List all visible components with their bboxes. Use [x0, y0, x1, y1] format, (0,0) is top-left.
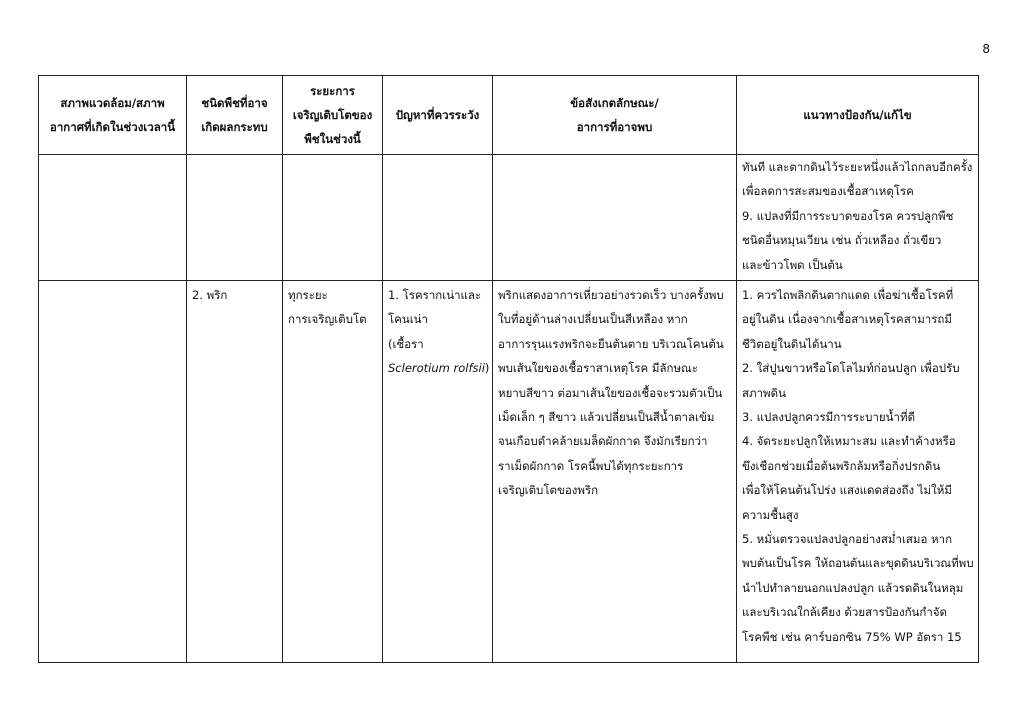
- table-header-row: [39, 76, 979, 155]
- cell-crop: [187, 155, 283, 281]
- recommendation-line: 9. แปลงที่มีการระบาดของโรค ควรปลูกพืช: [742, 208, 954, 223]
- stage-line: การเจริญเติบโต: [288, 312, 367, 327]
- recommendation-line: 2. ใส่ปูนขาวหรือโดโลไมท์ก่อนปลูก เพื่อปรับ: [742, 361, 960, 376]
- page-number: 8: [982, 42, 990, 56]
- cell-environment: [39, 155, 187, 281]
- cell-problem: [383, 281, 493, 663]
- recommendation-line: สภาพดิน: [742, 385, 786, 400]
- symptom-line: เม็ดเล็ก ๆ สีขาว แล้วเปลี่ยนเป็นสีน้ำตาลเข้ม: [498, 410, 715, 425]
- cell-symptoms: [493, 155, 737, 281]
- recommendation-line: ความชื้นสูง: [742, 507, 799, 522]
- recommendation-line: 3. แปลงปลูกควรมีการระบายน้ำที่ดี: [742, 410, 916, 425]
- recommendation-line: โรคพืช เช่น คาร์บอกซิน 75% WP อัตรา 15: [742, 629, 962, 644]
- header-growth-stage: ระยะการ เจริญเติบโตของ พืชในช่วงนี้: [283, 76, 383, 155]
- cell-stage: [283, 155, 383, 281]
- symptom-line: อาการรุนแรงพริกจะยืนต้นตาย บริเวณโคนต้น: [498, 336, 724, 351]
- symptom-line: ราเม็ดผักกาด โรคนี้พบได้ทุกระยะการ: [498, 458, 684, 473]
- recommendation-line: ขึงเชือกช่วยเมื่อต้นพริกล้มหรือกิ่งปรกดิน: [742, 458, 941, 473]
- recommendation-line: 4. จัดระยะปลูกให้เหมาะสม และทำค้างหรือ: [742, 434, 956, 449]
- symptom-line: หยาบสีขาว ต่อมาเส้นใยของเชื้อจะรวมตัวเป็น: [498, 385, 723, 400]
- recommendation-line: 5. หมั่นตรวจแปลงปลูกอย่างสม่ำเสมอ หาก: [742, 532, 953, 547]
- pest-management-table: [38, 75, 979, 663]
- cell-environment: [39, 281, 187, 663]
- recommendation-line: 1. ควรไถพลิกดินตากแดด เพื่อฆ่าเชื้อโรคที่: [742, 288, 954, 302]
- problem-line: 1. โรครากเน่าและ: [388, 288, 482, 302]
- recommendation-line: และข้าวโพด เป็นต้น: [742, 257, 843, 272]
- recommendation-line: และบริเวณใกล้เคียง ด้วยสารป้องกันกำจัด: [742, 605, 948, 620]
- symptom-line: จนเกือบดำคล้ายเมล็ดผักกาด จึงมักเรียกว่า: [498, 434, 708, 449]
- pathogen-close: ): [484, 361, 490, 376]
- cell-recommendations: [737, 155, 979, 281]
- cell-crop: [187, 281, 283, 663]
- pathogen-name: Sclerotium rolfsii: [388, 361, 485, 376]
- recommendation-line: เพื่อให้โคนต้นโปร่ง แสงแดดส่องถึง ไม่ให้มี: [742, 483, 952, 498]
- table-row: [39, 155, 979, 281]
- header-crop: ชนิดพืชที่อาจ เกิดผลกระทบ: [187, 76, 283, 155]
- recommendation-line: ทันที และตากดินไว้ระยะหนึ่งแล้วไถกลบอีกครั้ง: [742, 160, 973, 174]
- header-environment: สภาพแวดล้อม/สภาพ อากาศที่เกิดในช่วงเวลานี้: [39, 76, 187, 155]
- symptom-line: พริกแสดงอาการเหี่ยวอย่างรวดเร็ว บางครั้งพบ: [498, 288, 724, 302]
- header-problem: ปัญหาที่ควรระวัง: [383, 76, 493, 155]
- recommendation-line: นำไปทำลายนอกแปลงปลูก แล้วรดดินในหลุม: [742, 580, 964, 595]
- table-row: [39, 281, 979, 663]
- symptom-line: เจริญเติบโตของพริก: [498, 483, 599, 498]
- recommendation-line: ชนิดอื่นหมุนเวียน เช่น ถั่วเหลือง ถั่วเขียว: [742, 233, 942, 248]
- recommendation-line: อยู่ในดิน เนื่องจากเชื้อสาเหตุโรคสามารถมี: [742, 312, 952, 327]
- cell-stage: [283, 281, 383, 663]
- cell-symptoms: [493, 281, 737, 663]
- symptom-line: ใบที่อยู่ด้านล่างเปลี่ยนเป็นสีเหลือง หาก: [498, 312, 688, 327]
- stage-line: ทุกระยะ: [288, 288, 328, 302]
- cell-problem: [383, 155, 493, 281]
- problem-line: (เชื้อรา: [388, 336, 424, 351]
- symptom-line: พบเส้นใยของเชื้อราสาเหตุโรค มีลักษณะ: [498, 361, 698, 376]
- problem-pathogen-line: [388, 356, 490, 380]
- recommendation-line: เพื่อลดการสะสมของเชื้อสาเหตุโรค: [742, 184, 914, 199]
- crop-name: 2. พริก: [192, 288, 228, 302]
- problem-line: โคนเน่า: [388, 312, 428, 327]
- header-symptoms: ข้อสังเกตลักษณะ/ อาการที่อาจพบ: [493, 76, 737, 155]
- header-recommendations: แนวทางป้องกัน/แก้ไข: [737, 76, 979, 155]
- recommendation-line: พบต้นเป็นโรค ให้ถอนต้นและขุดดินบริเวณที่พบ: [742, 556, 974, 571]
- recommendation-line: ชีวิตอยู่ในดินได้นาน: [742, 336, 842, 351]
- cell-recommendations: [737, 281, 979, 663]
